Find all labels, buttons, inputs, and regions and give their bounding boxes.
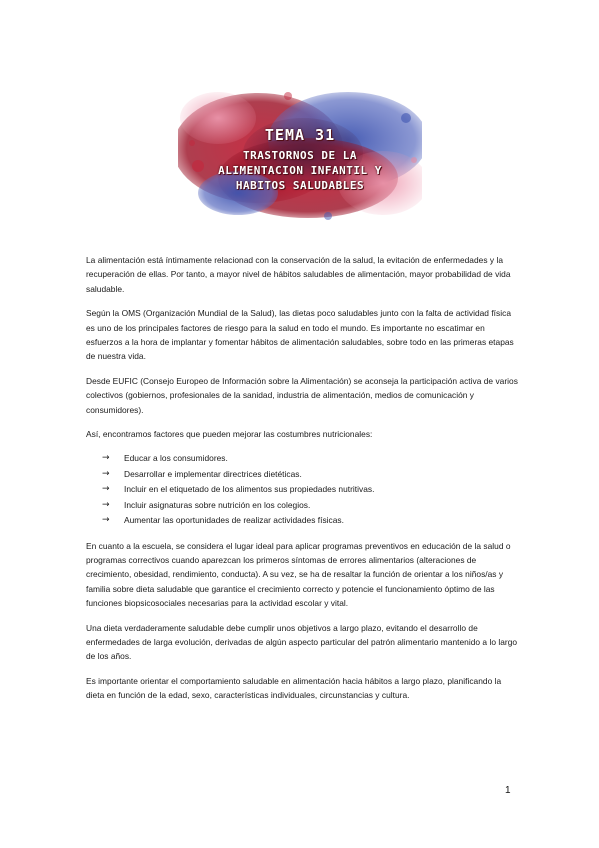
topic-title-line-3: HABITOS SALUDABLES	[235, 179, 365, 192]
page-number: 1	[505, 785, 511, 796]
list-item-text: Aumentar las oportunidades de realizar actividades físicas.	[124, 515, 344, 526]
topic-title-line-1: TRASTORNOS DE LA	[243, 149, 357, 162]
paragraph-healthy-diet: Una dieta verdaderamente saludable debe cumplir unos objetivos a largo plazo, evitando el desarrollo de enfermedades de larga evolución, derivadas de algún aspecto particular del patrón alimentario mantenido a lo largo de los años.	[86, 622, 518, 662]
list-item	[102, 482, 518, 497]
list-item	[102, 513, 518, 528]
title-banner	[178, 88, 422, 222]
topic-title-line-2: ALIMENTACION INFANTIL Y	[218, 164, 382, 177]
factors-list	[86, 451, 518, 528]
banner-title	[178, 88, 422, 222]
list-item-text: Desarrollar e implementar directrices dietéticas.	[124, 468, 302, 479]
paragraph-school: En cuanto a la escuela, se considera el lugar ideal para aplicar programas preventivos en educación de la salud o programas correctivos cuando aparezcan los primeros síntomas de errores alimentarios (alteraciones de crecimiento, obesidad, rendimiento, conducta). A su vez, se ha de resaltar la función de orientar a los niños/as y familia sobre dieta saludable que garantice el crecimiento correcto y potencie el funcionamiento óptimo de las funciones biopsicosociales necesarias para la actividad escolar y vital.	[86, 540, 511, 609]
arrow-right-icon: →	[102, 515, 110, 526]
list-item	[102, 498, 518, 513]
list-item-text: Educar a los consumidores.	[124, 453, 228, 464]
arrow-right-icon: →	[102, 499, 110, 510]
list-item-text: Incluir asignaturas sobre nutrición en los colegios.	[124, 499, 311, 510]
topic-number: TEMA 31	[264, 126, 336, 144]
list-item	[102, 467, 518, 482]
paragraph-intro: La alimentación está íntimamente relacionad con la conservación de la salud, la evitación de enfermedades y la recuperación de ellas. Por tanto, a mayor nivel de hábitos saludables de alimentación, mayor probabilidad de vida saludable.	[86, 255, 511, 294]
paragraph-factors-intro: Así, encontramos factores que pueden mejorar las costumbres nutricionales:	[86, 429, 373, 440]
paragraph-long-term-habits: Es importante orientar el comportamiento saludable en alimentación hacia hábitos a largo plazo, planificando la dieta en función de la edad, sexo, características individuales, circunstancias y cultura.	[86, 675, 502, 701]
arrow-right-icon: →	[102, 468, 110, 479]
paragraph-oms: Según la OMS (Organización Mundial de la Salud), las dietas poco saludables junto con la falta de actividad física es uno de los principales factores de riesgo para la salud en todo el mundo. Es importante no escatimar en esfuerzos a la hora de implantar y fomentar hábitos de alimentación saludables, sobre todo en las primeras etapas de nuestra vida.	[86, 308, 514, 362]
paragraph-eufic: Desde EUFIC (Consejo Europeo de Información sobre la Alimentación) se aconseja la participación activa de varios colectivos (gobiernos, profesionales de la sanidad, industria de alimentación, medios de comunicación y consumidores).	[86, 375, 518, 415]
list-item-text: Incluir en el etiquetado de los alimentos sus propiedades nutritivas.	[124, 484, 375, 495]
arrow-right-icon: →	[102, 484, 110, 495]
arrow-right-icon: →	[102, 453, 110, 464]
document-body	[86, 253, 518, 713]
list-item	[102, 451, 518, 466]
